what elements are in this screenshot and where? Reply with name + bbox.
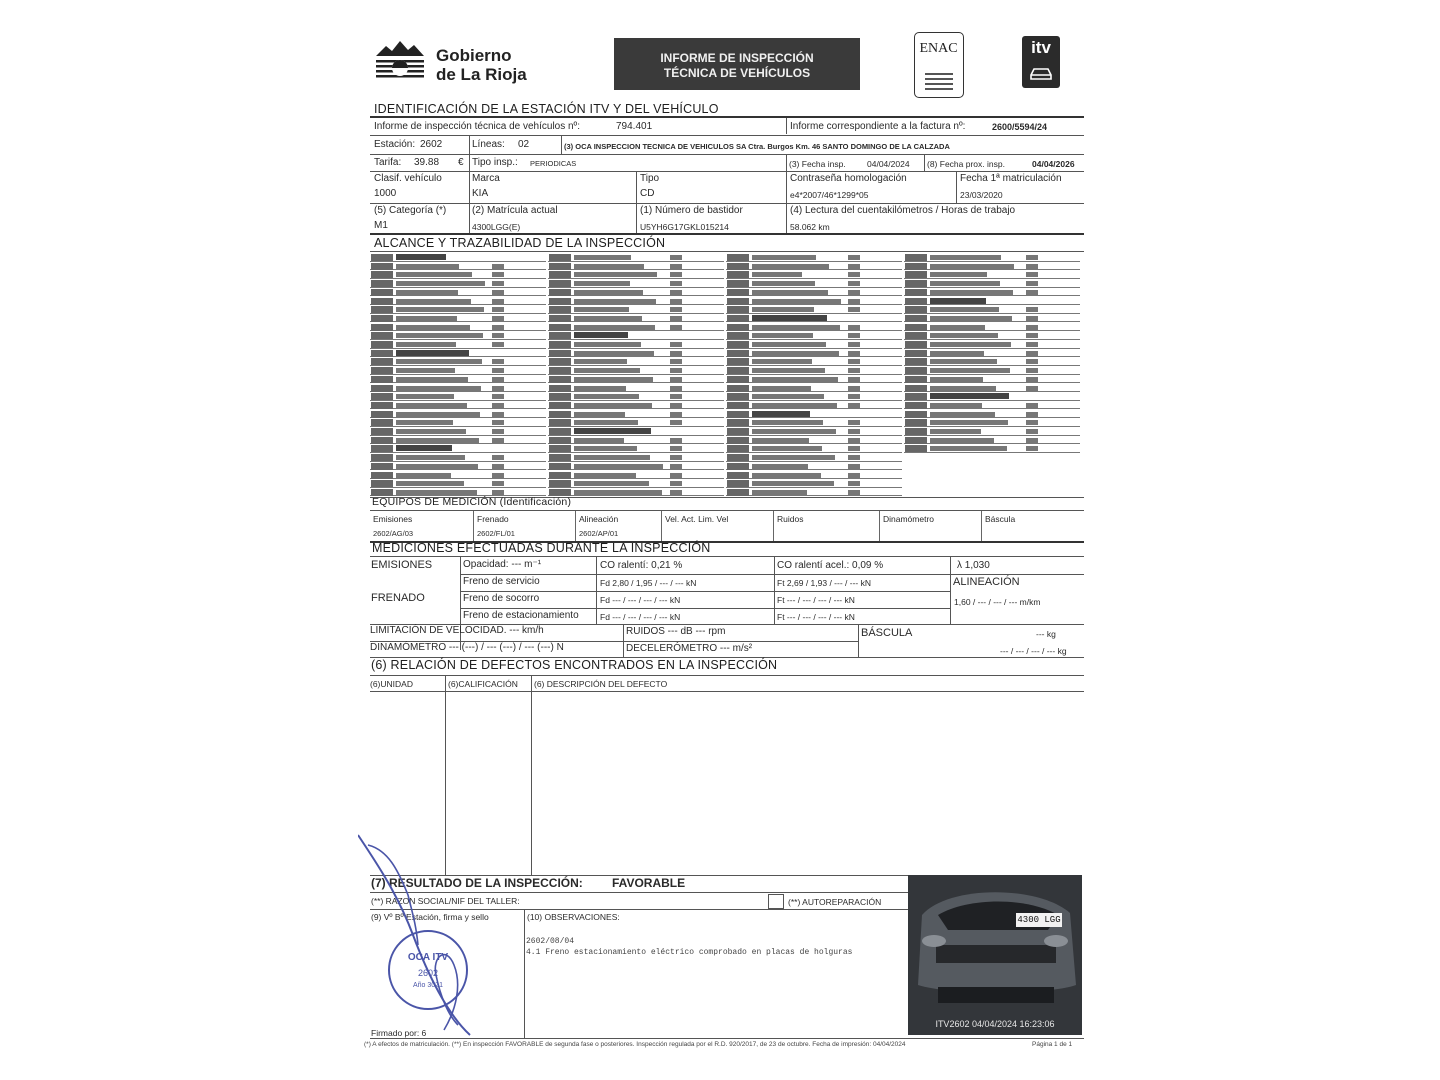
scope-grid-row bbox=[904, 410, 1080, 419]
emergency-brake-ft: Ft --- / --- / --- / --- kN bbox=[777, 595, 855, 605]
decelerometer-value: DECELERÓMETRO --- m/s² bbox=[626, 643, 753, 654]
station-operator: (3) OCA INSPECCION TECNICA DE VEHICULOS SA Ctra. Burgos Km. 46 SANTO DOMINGO DE LA CALZADA bbox=[564, 142, 950, 151]
scope-grid-row bbox=[370, 297, 546, 306]
equipment-cell bbox=[879, 511, 981, 541]
first-registration-date: 23/03/2020 bbox=[960, 190, 1003, 200]
scope-grid-row bbox=[726, 471, 902, 480]
scope-grid-row bbox=[548, 436, 724, 445]
tariff-label: Tarifa: bbox=[374, 157, 402, 168]
scope-grid-row bbox=[370, 279, 546, 288]
scope-grid-row bbox=[370, 444, 546, 453]
equipment-cell bbox=[661, 511, 773, 541]
brand-value: KIA bbox=[472, 188, 489, 199]
scope-grid-row bbox=[548, 471, 724, 480]
scope-grid-row bbox=[726, 270, 902, 279]
report-title-line2: TÉCNICA DE VEHÍCULOS bbox=[663, 66, 811, 80]
scope-grid-row bbox=[370, 270, 546, 279]
scope-grid-row bbox=[548, 453, 724, 462]
scope-grid-row bbox=[726, 340, 902, 349]
scope-grid-row bbox=[904, 366, 1080, 375]
footer-text: (*) A efectos de matriculación. (**) En inspección FAVORABLE de segunda fase o posteriores. Inspección regulada por el R.D. 920/2017, de 23 de octubre. Fecha de impresión: 04/04/2024 bbox=[364, 1041, 906, 1048]
scope-grid-row bbox=[904, 279, 1080, 288]
result-value: FAVORABLE bbox=[612, 876, 686, 890]
equipment-value: 2602/AG/03 bbox=[373, 529, 414, 538]
scope-grid-row bbox=[726, 410, 902, 419]
scope-grid-row bbox=[548, 488, 724, 497]
station-value: 2602 bbox=[420, 139, 443, 150]
equipment-cell bbox=[370, 511, 473, 541]
scope-grid-row bbox=[548, 392, 724, 401]
scope-grid-row bbox=[904, 392, 1080, 401]
scope-grid-row bbox=[726, 436, 902, 445]
brand-label: Marca bbox=[472, 173, 500, 184]
vehicle-photo bbox=[908, 875, 1082, 1035]
equipment-label: Emisiones bbox=[373, 514, 413, 524]
scope-grid-row bbox=[548, 270, 724, 279]
scope-grid-row bbox=[548, 262, 724, 271]
workshop-label: (**) RAZON SOCIAL/NIF DEL TALLER: bbox=[371, 896, 520, 906]
scope-grid-row bbox=[726, 262, 902, 271]
enac-label: ENAC bbox=[919, 41, 958, 56]
odometer-value: 58.062 km bbox=[790, 222, 830, 232]
scope-grid-row bbox=[548, 323, 724, 332]
scope-grid-row bbox=[726, 279, 902, 288]
co-idle-accel-value: CO ralentí acel.: 0,09 % bbox=[777, 560, 884, 571]
identification-section-title: IDENTIFICACIÓN DE LA ESTACIÓN ITV Y DEL VEHÍCULO bbox=[374, 102, 719, 116]
scope-grid-row bbox=[370, 436, 546, 445]
scale-value-2: --- / --- / --- / --- kg bbox=[1000, 646, 1067, 656]
photo-plate: 4300 LGG bbox=[1017, 915, 1061, 925]
scope-grid-row bbox=[370, 323, 546, 332]
invoice-label: Informe correspondiente a la factura nº: bbox=[790, 121, 966, 132]
defects-section-title: (6) RELACIÓN DE DEFECTOS ENCONTRADOS EN LA INSPECCIÓN bbox=[371, 658, 778, 672]
lines-value: 02 bbox=[518, 139, 530, 150]
scope-grid-row bbox=[904, 305, 1080, 314]
alignment-value: 1,60 / --- / --- / --- m/km bbox=[954, 597, 1041, 607]
dynamometer-value: DINAMÓMETRO --- (---) / --- (---) / --- (---) N bbox=[370, 642, 564, 653]
equipment-value: 2602/AP/01 bbox=[579, 529, 619, 538]
scope-grid-row bbox=[726, 427, 902, 436]
scope-grid-row bbox=[726, 357, 902, 366]
scope-grid-row bbox=[726, 253, 902, 262]
tariff-value: 39.88 bbox=[414, 157, 440, 168]
scope-grid-row bbox=[548, 279, 724, 288]
equipment-label: Ruidos bbox=[777, 514, 804, 524]
scope-grid-row bbox=[548, 444, 724, 453]
vin-label: (1) Número de bastidor bbox=[640, 205, 743, 216]
scope-grid-row bbox=[370, 427, 546, 436]
scope-grid-row bbox=[548, 340, 724, 349]
scope-grid-row bbox=[370, 305, 546, 314]
scope-grid-row bbox=[370, 479, 546, 488]
scope-grid-row bbox=[904, 288, 1080, 297]
scope-grid-row bbox=[904, 340, 1080, 349]
vin-value: U5YH6G17GKL015214 bbox=[640, 222, 729, 232]
photo-caption: ITV2602 04/04/2024 16:23:06 bbox=[935, 1019, 1055, 1029]
scope-grid-row bbox=[904, 427, 1080, 436]
equipment-table bbox=[370, 511, 1084, 541]
scope-grid-row bbox=[370, 349, 546, 358]
report-number-label: Informe de inspección técnica de vehículos nº: bbox=[374, 121, 580, 132]
equipment-cell bbox=[575, 511, 661, 541]
stamp-line-3: Año 3021 bbox=[413, 982, 443, 989]
result-label: (7) RESULTADO DE LA INSPECCIÓN: bbox=[371, 876, 583, 890]
scope-grid-row bbox=[548, 357, 724, 366]
car-icon bbox=[1028, 64, 1054, 82]
logo-line2: de La Rioja bbox=[436, 65, 527, 84]
scope-grid-row bbox=[904, 418, 1080, 427]
scope-grid-row bbox=[904, 375, 1080, 384]
scope-grid-row bbox=[370, 253, 546, 262]
odometer-label: (4) Lectura del cuentakilómetros / Horas de trabajo bbox=[790, 205, 1016, 216]
scope-grid-row bbox=[548, 253, 724, 262]
category-value: M1 bbox=[374, 220, 388, 231]
scope-grid-row bbox=[904, 357, 1080, 366]
invoice-number: 2600/5594/24 bbox=[992, 122, 1048, 132]
observation-line-2: 4.1 Freno estacionamiento eléctrico comprobado en placas de holguras bbox=[526, 948, 853, 957]
defects-column-qualification: (6)CALIFICACIÓN bbox=[448, 679, 518, 689]
scope-grid-row bbox=[548, 349, 724, 358]
itv-label: itv bbox=[1031, 38, 1051, 57]
type-value: CD bbox=[640, 188, 655, 199]
co-idle-value: CO ralentí: 0,21 % bbox=[600, 560, 683, 571]
scope-grid-row bbox=[370, 262, 546, 271]
defects-column-unit: (6)UNIDAD bbox=[370, 679, 413, 689]
equipment-label: Dinamómetro bbox=[883, 514, 935, 524]
scope-grid-row bbox=[726, 314, 902, 323]
scope-grid-row bbox=[370, 392, 546, 401]
scope-grid-row bbox=[548, 418, 724, 427]
logo-line1: Gobierno bbox=[436, 46, 512, 65]
scope-grid-row bbox=[370, 410, 546, 419]
signature-label: (9) Vº Bº Estación, firma y sello bbox=[371, 912, 489, 922]
report-title-line1: INFORME DE INSPECCIÓN bbox=[660, 51, 814, 65]
next-inspection-date: 04/04/2026 bbox=[1032, 159, 1075, 169]
currency-symbol: € bbox=[458, 157, 464, 168]
equipment-label: Frenado bbox=[477, 514, 509, 524]
equipment-cell bbox=[473, 511, 575, 541]
scope-grid-row bbox=[904, 384, 1080, 393]
scope-grid-row bbox=[548, 410, 724, 419]
footer-page: Página 1 de 1 bbox=[1032, 1041, 1073, 1048]
scope-grid-row bbox=[370, 366, 546, 375]
equipment-label: Alineación bbox=[579, 514, 619, 524]
scope-grid-row bbox=[904, 262, 1080, 271]
enac-text-lines-icon bbox=[925, 73, 953, 90]
scope-grid-row bbox=[726, 323, 902, 332]
homologation-value: e4*2007/46*1299*05 bbox=[790, 190, 869, 200]
scope-grid-row bbox=[726, 418, 902, 427]
emergency-brake-label: Freno de socorro bbox=[463, 593, 540, 604]
scope-grid-row bbox=[548, 288, 724, 297]
scope-grid-row bbox=[726, 453, 902, 462]
scope-grid-row bbox=[370, 331, 546, 340]
scope-grid-row bbox=[726, 401, 902, 410]
report-number: 794.401 bbox=[616, 121, 653, 132]
alignment-label: ALINEACIÓN bbox=[953, 576, 1020, 588]
equipment-cell bbox=[773, 511, 879, 541]
itv-badge bbox=[1022, 36, 1060, 88]
service-brake-fd: Fd 2,80 / 1,95 / --- / --- kN bbox=[600, 578, 697, 588]
scope-grid-row bbox=[726, 331, 902, 340]
inspection-type-value: PERIODICAS bbox=[530, 159, 577, 168]
vehicle-class-value: 1000 bbox=[374, 188, 397, 199]
scope-grid-row bbox=[548, 479, 724, 488]
scope-grid-row bbox=[904, 401, 1080, 410]
parking-brake-label: Freno de estacionamiento bbox=[463, 610, 579, 621]
equipment-section-title: EQUIPOS DE MEDICIÓN (Identificación) bbox=[372, 496, 572, 508]
stamp-line-2: 2602 bbox=[417, 968, 439, 978]
scope-grid-row bbox=[370, 288, 546, 297]
observation-line-1: 2602/08/04 bbox=[526, 937, 575, 946]
scope-grid-row bbox=[726, 384, 902, 393]
vehicle-class-label: Clasif. vehículo bbox=[374, 173, 442, 184]
report-title-box bbox=[614, 38, 860, 90]
inspection-date: 04/04/2024 bbox=[867, 159, 910, 169]
noise-value: RUIDOS --- dB --- rpm bbox=[626, 626, 726, 637]
scope-grid-row bbox=[904, 314, 1080, 323]
scope-grid-row bbox=[726, 375, 902, 384]
inspection-scope-grid bbox=[370, 253, 1084, 497]
station-stamp bbox=[388, 930, 468, 1010]
scope-grid-row bbox=[370, 314, 546, 323]
scope-grid-row bbox=[548, 401, 724, 410]
scope-grid-row bbox=[904, 436, 1080, 445]
lambda-value: λ 1,030 bbox=[957, 560, 990, 571]
scope-grid-row bbox=[548, 462, 724, 471]
parking-brake-ft: Ft --- / --- / --- / --- kN bbox=[777, 612, 855, 622]
scope-grid-row bbox=[904, 253, 1080, 262]
speed-limit-value: LIMITACIÓN DE VELOCIDAD. --- km/h bbox=[370, 625, 544, 636]
observations-label: (10) OBSERVACIONES: bbox=[527, 912, 620, 922]
scope-grid-row bbox=[548, 314, 724, 323]
scope-grid-row bbox=[548, 331, 724, 340]
scope-grid-row bbox=[726, 366, 902, 375]
scope-grid-row bbox=[370, 375, 546, 384]
scope-grid-row bbox=[370, 384, 546, 393]
inspection-date-label: (3) Fecha insp. bbox=[789, 159, 846, 169]
scope-grid-row bbox=[370, 340, 546, 349]
scope-grid-row bbox=[904, 349, 1080, 358]
scope-grid-row bbox=[726, 349, 902, 358]
scope-grid-row bbox=[370, 471, 546, 480]
scope-grid-row bbox=[904, 323, 1080, 332]
defects-column-description: (6) DESCRIPCIÓN DEL DEFECTO bbox=[534, 679, 668, 689]
car-front-icon bbox=[908, 875, 1082, 1035]
scope-grid-row bbox=[548, 427, 724, 436]
homologation-label: Contraseña homologación bbox=[790, 173, 907, 184]
equipment-cell bbox=[981, 511, 1084, 541]
scope-grid-row bbox=[904, 331, 1080, 340]
station-label: Estación: bbox=[374, 139, 416, 150]
rioja-logo-icon bbox=[374, 38, 426, 78]
scope-grid-row bbox=[370, 357, 546, 366]
emissions-label: EMISIONES bbox=[371, 559, 433, 571]
parking-brake-fd: Fd --- / --- / --- / --- kN bbox=[600, 612, 681, 622]
lines-label: Líneas: bbox=[472, 139, 505, 150]
stamp-line-1: OCA ITV bbox=[407, 952, 449, 963]
scope-grid-row bbox=[548, 384, 724, 393]
self-repair-label: (**) AUTOREPARACIÓN bbox=[788, 897, 882, 907]
scope-section-title: ALCANCE Y TRAZABILIDAD DE LA INSPECCIÓN bbox=[374, 236, 666, 250]
scope-grid-row bbox=[370, 401, 546, 410]
signed-by-label: Firmado por: 6 bbox=[371, 1028, 427, 1038]
scope-grid-row bbox=[370, 453, 546, 462]
scope-grid-row bbox=[726, 305, 902, 314]
scope-grid-row bbox=[726, 479, 902, 488]
scope-grid-row bbox=[370, 462, 546, 471]
scope-grid-row bbox=[904, 444, 1080, 453]
inspection-report-page bbox=[364, 30, 1084, 1060]
service-brake-ft: Ft 2,69 / 1,93 / --- / --- kN bbox=[777, 578, 871, 588]
equipment-value: 2602/FL/01 bbox=[477, 529, 515, 538]
emergency-brake-fd: Fd --- / --- / --- / --- kN bbox=[600, 595, 681, 605]
scope-grid-row bbox=[726, 297, 902, 306]
scope-grid-row bbox=[904, 297, 1080, 306]
scope-grid-row bbox=[548, 297, 724, 306]
measurements-section-title: MEDICIONES EFECTUADAS DURANTE LA INSPECCIÓN bbox=[372, 541, 711, 555]
opacity-value: Opacidad: --- m⁻¹ bbox=[463, 559, 542, 570]
scope-grid-row bbox=[726, 488, 902, 497]
plate-value: 4300LGG(E) bbox=[472, 222, 521, 232]
scope-grid-row bbox=[548, 366, 724, 375]
scope-grid-row bbox=[726, 462, 902, 471]
service-brake-label: Freno de servicio bbox=[463, 576, 540, 587]
scope-grid-row bbox=[726, 288, 902, 297]
enac-badge bbox=[914, 32, 964, 98]
braking-label: FRENADO bbox=[371, 592, 425, 604]
scope-grid-row bbox=[904, 270, 1080, 279]
equipment-label: Vel. Act. Lim. Vel bbox=[665, 514, 729, 524]
scope-grid-row bbox=[548, 375, 724, 384]
inspection-type-label: Tipo insp.: bbox=[472, 157, 518, 168]
plate-label: (2) Matrícula actual bbox=[472, 205, 558, 216]
scope-grid-row bbox=[726, 392, 902, 401]
scope-grid-row bbox=[726, 444, 902, 453]
scale-label: BÁSCULA bbox=[861, 627, 913, 639]
self-repair-checkbox[interactable] bbox=[768, 894, 784, 909]
first-registration-label: Fecha 1ª matriculación bbox=[960, 173, 1062, 184]
category-label: (5) Categoría (*) bbox=[374, 205, 447, 216]
equipment-label: Báscula bbox=[985, 514, 1016, 524]
scale-value-1: --- kg bbox=[1036, 629, 1056, 639]
scope-grid-row bbox=[548, 305, 724, 314]
type-label: Tipo bbox=[640, 173, 660, 184]
scope-grid-row bbox=[370, 418, 546, 427]
next-inspection-label: (8) Fecha prox. insp. bbox=[927, 159, 1005, 169]
